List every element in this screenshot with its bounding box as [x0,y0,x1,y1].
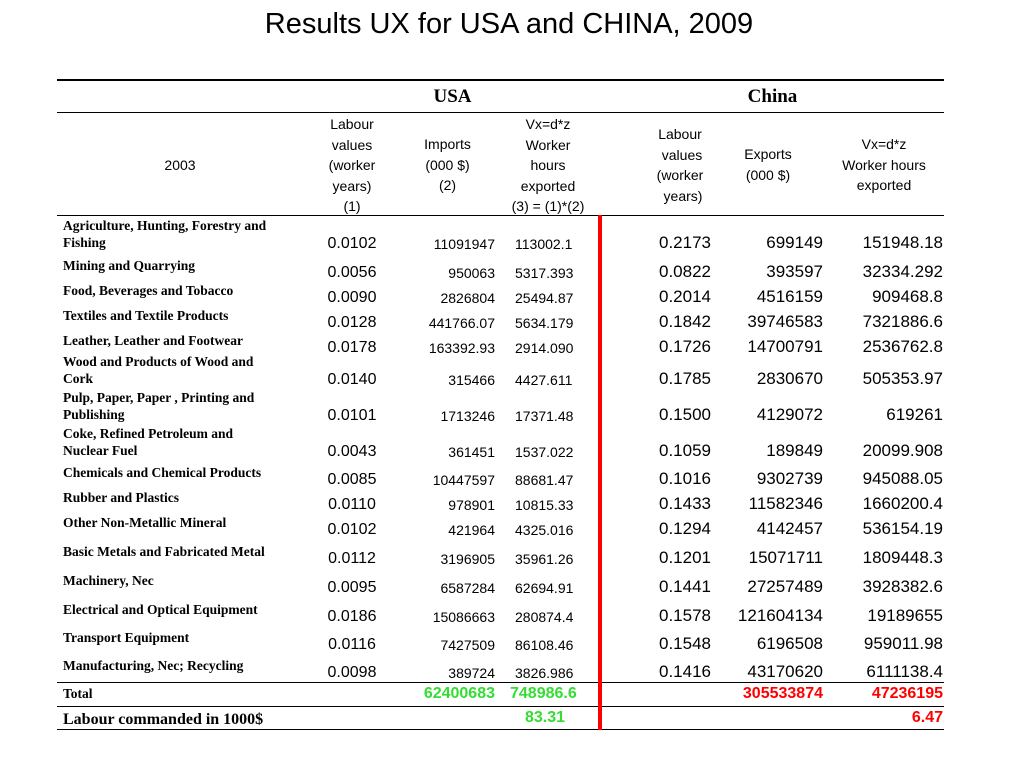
total-china-vx: 47236195 [871,685,943,702]
china-vx-value: 1809448.3 [862,548,943,567]
header-china-vx: Vx=d*z Worker hours exported [842,136,926,193]
row-label: Basic Metals and Fabricated Metal [63,544,265,559]
row-label: Other Non-Metallic Mineral [63,515,227,530]
bottom-rule [57,729,944,730]
row-label: Leather, Leather and Footwear [63,333,243,348]
china-vx-value: 3928382.6 [862,577,943,596]
row-label: Rubber and Plastics [63,490,180,505]
row-label: Agriculture, Hunting, Forestry and Fishing [63,218,267,250]
usa-imports-value: 7427509 [440,637,495,653]
usa-imports-value: 978901 [448,497,495,513]
china-labour-value: 0.1578 [659,606,711,625]
usa-imports-value: 10447597 [432,472,495,488]
usa-vx-value: 62694.91 [515,580,574,596]
usa-labour-value: 0.0101 [327,407,377,424]
usa-imports-value: 6587284 [440,580,495,596]
group-china: China [747,86,798,107]
total-china-exports: 305533874 [742,685,823,702]
total-usa-imports: 62400683 [423,685,495,702]
row-label: Textiles and Textile Products [63,308,229,323]
china-exports-value: 121604134 [737,606,823,625]
usa-labour-value: 0.0186 [327,608,377,625]
usa-vx-value: 10815.33 [515,497,574,513]
china-labour-value: 0.0822 [659,262,711,281]
header-usa-labour: Labour values (worker years) (1) [328,116,376,214]
china-exports-value: 9302739 [756,469,823,488]
row-label: Electrical and Optical Equipment [63,602,258,617]
row-label: Transport Equipment [63,630,190,645]
china-labour-value: 0.1416 [659,662,711,681]
china-labour-value: 0.1201 [659,548,711,567]
total-rule [57,682,944,683]
usa-vx-value: 4325.016 [515,522,574,538]
usa-labour-value: 0.0098 [327,664,377,681]
usa-imports-value: 2826804 [440,290,495,306]
china-vx-value: 20099.908 [862,441,943,460]
usa-vx-value: 4427.611 [515,372,573,388]
page-title: Results UX for USA and CHINA, 2009 [264,8,754,40]
china-exports-value: 4142457 [756,519,823,538]
total-usa-vx: 748986.6 [510,685,577,702]
china-exports-value: 4129072 [756,405,823,424]
usa-labour-value: 0.0102 [327,235,377,252]
usa-vx-value: 3826.986 [515,665,574,681]
china-exports-value: 27257489 [747,577,823,596]
china-labour-value: 0.1500 [659,405,711,424]
usa-imports-value: 950063 [448,265,495,281]
usa-vx-value: 280874.4 [515,609,574,625]
usa-imports-value: 441766.07 [428,315,495,331]
row-label: Wood and Products of Wood and Cork [63,354,254,386]
usa-labour-value: 0.0095 [327,579,377,596]
usa-imports-value: 3196905 [440,551,495,567]
china-labour-value: 0.1059 [659,441,711,460]
china-vx-value: 151948.18 [862,233,943,252]
usa-imports-value: 421964 [448,522,495,538]
header-china-exports: Exports (000 $) [744,146,792,183]
china-exports-value: 699149 [766,233,823,252]
china-exports-value: 43170620 [747,662,823,681]
china-exports-value: 39746583 [747,312,823,331]
usa-vx-value: 86108.46 [515,637,574,653]
china-exports-value: 4516159 [756,287,823,306]
china-exports-value: 189849 [766,441,823,460]
china-vx-value: 19189655 [867,606,943,625]
usa-labour-value: 0.0128 [327,314,377,331]
top-rule [57,79,944,81]
china-labour-value: 0.1294 [659,519,711,538]
china-exports-value: 15071711 [748,548,823,567]
china-vx-value: 1660200.4 [862,494,943,513]
usa-vx-value: 88681.47 [515,472,574,488]
china-vx-value: 7321886.6 [862,312,943,331]
china-vx-value: 945088.05 [862,469,943,488]
row-label: Manufacturing, Nec; Recycling [63,658,244,673]
china-vx-value: 32334.292 [862,262,943,281]
china-labour-value: 0.1548 [659,634,711,653]
usa-labour-value: 0.0085 [327,471,377,488]
china-vx-value: 619261 [886,405,943,424]
usa-vx-value: 1537.022 [515,444,574,460]
china-labour-value: 0.2173 [659,233,711,252]
row-label: Mining and Quarrying [63,258,196,273]
china-exports-value: 11582346 [748,494,823,513]
header-year: 2003 [164,157,196,173]
usa-labour-value: 0.0056 [327,264,377,281]
row-label: Coke, Refined Petroleum and Nuclear Fuel [63,426,233,458]
usa-imports-value: 389724 [448,665,495,681]
usa-labour-value: 0.0140 [327,371,377,388]
usa-labour-value: 0.0090 [327,289,377,306]
row-label: Machinery, Nec [63,573,154,588]
usa-labour-value: 0.0110 [328,496,376,513]
usa-vx-value: 25494.87 [515,290,574,306]
usa-imports-value: 1713246 [440,408,495,424]
china-vx-value: 536154.19 [862,519,943,538]
china-vx-value: 6111138.4 [866,662,943,681]
usa-imports-value: 163392.93 [428,340,495,356]
china-exports-value: 2830670 [756,369,823,388]
row-label: Pulp, Paper, Paper , Printing and Publishing [63,390,255,422]
header-usa-vx: Vx=d*z Worker hours exported (3) = (1)*(2) [511,116,585,214]
china-labour-value: 0.1016 [659,469,711,488]
china-vx-value: 909468.8 [872,287,943,306]
usa-labour-value: 0.0112 [328,550,376,567]
china-labour-value: 0.1785 [659,369,711,388]
usa-labour-value: 0.0116 [328,636,376,653]
usa-labour-value: 0.0102 [327,521,377,538]
usa-vx-value: 17371.48 [515,408,574,424]
usa-labour-value: 0.0178 [327,339,377,356]
group-header-rule [57,112,944,113]
usa-vx-value: 5317.393 [515,265,574,281]
usa-imports-value: 11091947 [433,236,495,252]
labour-china-value: 6.47 [911,709,943,726]
row-label: Chemicals and Chemical Products [63,465,262,480]
china-labour-value: 0.1433 [659,494,711,513]
china-labour-value: 0.1726 [659,337,711,356]
row-label: Food, Beverages and Tobacco [63,283,234,298]
labour-commanded-label: Labour commanded in 1000$ [63,711,264,728]
china-labour-value: 0.1842 [659,312,711,331]
china-exports-value: 393597 [766,262,823,281]
china-vx-value: 959011.98 [863,634,943,653]
labour-rule [57,706,944,707]
group-usa: USA [433,86,472,107]
usa-vx-value: 2914.090 [515,340,574,356]
separator-bar [598,215,602,730]
total-label: Total [63,686,93,701]
china-exports-value: 14700791 [747,337,823,356]
usa-imports-value: 315466 [448,372,495,388]
usa-vx-value: 5634.179 [515,315,574,331]
header-china-labour: Labour values (worker years) [656,126,704,204]
usa-vx-value: 35961.26 [515,551,574,567]
china-exports-value: 6196508 [756,634,823,653]
usa-imports-value: 361451 [448,444,495,460]
usa-labour-value: 0.0043 [327,443,377,460]
usa-vx-value: 113002.1 [515,236,573,252]
china-labour-value: 0.1441 [659,577,711,596]
china-vx-value: 505353.97 [862,369,943,388]
china-labour-value: 0.2014 [659,287,711,306]
header-usa-imports: Imports (000 $) (2) [424,136,471,193]
usa-imports-value: 15086663 [432,609,495,625]
labour-usa-value: 83.31 [525,709,566,726]
china-vx-value: 2536762.8 [862,337,943,356]
